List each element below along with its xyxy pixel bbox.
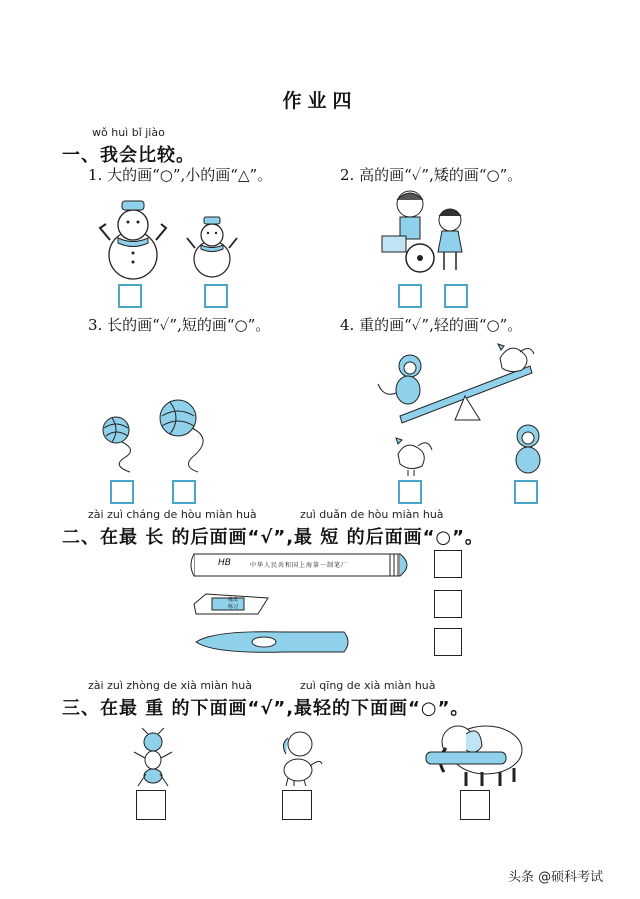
section3-pinyin-a: zài zuì zhòng de xià miàn huà: [88, 679, 253, 692]
answer-box-small-snowman[interactable]: [204, 284, 228, 308]
question-1: 1. 大的画“○”,小的画“△”。: [88, 166, 273, 184]
answer-box-big-yarn[interactable]: [172, 480, 196, 504]
answer-box-tall-child[interactable]: [398, 284, 422, 308]
answer-box-pencil[interactable]: [434, 550, 462, 578]
section1-heading: 一、我会比较。: [62, 145, 195, 166]
answer-box-big-snowman[interactable]: [118, 284, 142, 308]
page-title: 作业四: [282, 90, 358, 112]
small-snowman-image: [186, 214, 238, 278]
elephant-image: [420, 716, 530, 790]
pen-knife-image: [194, 628, 354, 656]
pencil-text: 中华人民共和国上海第一制笔厂: [250, 562, 349, 569]
eraser-text-2: 练习: [228, 604, 239, 610]
answer-box-ant[interactable]: [136, 790, 166, 820]
eraser-text-1: 橡皮: [228, 597, 239, 603]
answer-box-monkey[interactable]: [514, 480, 538, 504]
big-snowman-image: [98, 198, 168, 280]
watermark-text: 头条 @硕科考试: [508, 870, 604, 885]
seesaw-image: [370, 338, 540, 422]
section2-pinyin-b: zuì duǎn de hòu miàn huà: [300, 508, 444, 521]
section2-pinyin-a: zài zuì cháng de hòu miàn huà: [88, 508, 257, 521]
section3-heading: 三、在最 重 的下面画“√”,最轻的下面画“○”。: [62, 698, 470, 719]
answer-box-small-yarn[interactable]: [110, 480, 134, 504]
monkey-image: [508, 424, 548, 476]
answer-box-elephant[interactable]: [460, 790, 490, 820]
puppy-image: [270, 728, 326, 788]
answer-box-eraser[interactable]: [434, 590, 462, 618]
question-3: 3. 长的画“✓”,短的画“○”。: [88, 316, 271, 334]
answer-box-knife[interactable]: [434, 628, 462, 656]
question-4: 4. 重的画“✓”,轻的画“○”。: [340, 316, 523, 334]
children-image: [372, 186, 478, 276]
section3-pinyin-b: zuì qīng de xià miàn huà: [300, 679, 436, 692]
answer-box-rooster[interactable]: [398, 480, 422, 504]
answer-box-short-child[interactable]: [444, 284, 468, 308]
pencil-grade: HB: [218, 558, 231, 568]
rooster-image: [392, 436, 432, 476]
section2-heading: 二、在最 长 的后面画“√”,最 短 的后面画“○”。: [62, 527, 484, 548]
ant-image: [128, 728, 178, 788]
answer-box-puppy[interactable]: [282, 790, 312, 820]
question-2: 2. 高的画“✓”,矮的画“○”。: [340, 166, 523, 184]
yarn-balls-image: [100, 398, 220, 478]
section1-pinyin: wǒ huì bǐ jiào: [92, 126, 165, 139]
